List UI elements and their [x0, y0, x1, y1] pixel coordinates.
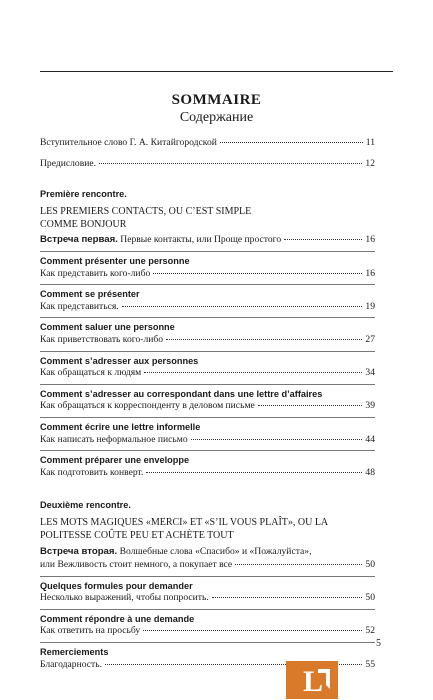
- leader-dots: [212, 597, 363, 598]
- part2-meeting-line1: [40, 546, 375, 559]
- part2-title-line: LES MOTS MAGIQUES «MERCI» ET «S’IL VOUS PLAÎT», OU LA: [40, 516, 329, 528]
- section-heading-ru: Благодарность.: [40, 658, 102, 670]
- toc-entry-text: Вступительное слово Г. А. Китайгородской: [40, 137, 217, 148]
- leader-dots: [146, 472, 362, 473]
- top-rule: [40, 71, 393, 72]
- toc-entry[interactable]: [40, 301, 375, 314]
- toc-page-number: 50: [365, 559, 375, 571]
- toc-entry-foreword[interactable]: [40, 137, 375, 150]
- meeting-label: Встреча вторая.: [40, 546, 118, 558]
- toc-entry-text: Предисловие.: [40, 157, 97, 169]
- toc: [40, 131, 375, 671]
- meeting-text: Первые контакты, или Проще простого: [120, 234, 282, 246]
- section-heading-ru: Как представиться.: [40, 300, 119, 312]
- section-heading-fr: Comment s’adresser aux personnes: [40, 355, 199, 366]
- toc-entry[interactable]: [40, 625, 375, 638]
- section-heading-ru: Несколько выражений, чтобы попросить.: [40, 592, 209, 604]
- section-heading-fr: Comment écrire une lettre informelle: [40, 421, 201, 432]
- toc-page-number: 19: [365, 300, 375, 312]
- part1-title-line: COMME BONJOUR: [40, 218, 127, 230]
- toc-page-number: 55: [365, 658, 375, 670]
- section-heading-ru: Как обращаться к людям: [40, 367, 142, 379]
- section-heading-fr: Comment saluer une personne: [40, 322, 175, 333]
- section-separator: [40, 384, 375, 385]
- leader-dots: [166, 339, 362, 340]
- toc-page-number: 48: [365, 466, 375, 478]
- toc-page-number: 16: [365, 267, 375, 279]
- part1-title-line: LES PREMIERS CONTACTS, OU C’EST SIMPLE: [40, 205, 252, 217]
- toc-page-number: 50: [365, 592, 375, 604]
- section-heading-fr: Comment présenter une personne: [40, 255, 190, 266]
- toc-page-number: 16: [365, 234, 375, 246]
- leader-dots: [153, 273, 362, 274]
- publisher-logo-icon: [286, 661, 338, 699]
- section-separator: [40, 284, 375, 285]
- section-heading-fr: Comment s’adresser au correspondant dans une lettre d’affaires: [40, 388, 323, 399]
- toc-entry[interactable]: [40, 268, 375, 281]
- toc-page-number: 11: [365, 137, 375, 148]
- part2-title: [40, 517, 375, 543]
- part2-label: Deuxième rencontre.: [40, 500, 131, 511]
- section-separator: [40, 642, 375, 643]
- section-separator: [40, 450, 375, 451]
- toc-entry[interactable]: [40, 334, 375, 347]
- part2-title-line: POLITESSE COÛTE PEU ET ACHÈTE TOUT: [40, 529, 234, 541]
- leader-dots: [220, 142, 363, 143]
- meeting-text: Волшебные слова «Спасибо» и «Пожалуйста»,: [119, 546, 312, 558]
- leader-dots: [143, 630, 362, 631]
- svg-text:L: L: [303, 665, 324, 698]
- leader-dots: [284, 239, 362, 240]
- page-title: SOMMAIRE: [171, 92, 262, 108]
- section-heading-ru: Как написать неформальное письмо: [40, 433, 188, 445]
- section-heading-fr: Comment répondre à une demande: [40, 613, 195, 624]
- leader-dots: [235, 564, 362, 565]
- toc-page-number: 12: [365, 157, 375, 169]
- toc-entry[interactable]: [40, 592, 375, 605]
- page-number: 5: [376, 638, 381, 649]
- meeting-text-wrap: [40, 234, 281, 247]
- toc-entry[interactable]: [40, 434, 375, 447]
- leader-dots: [99, 163, 362, 164]
- toc-page-number: 52: [365, 625, 375, 637]
- part1-meeting-entry[interactable]: [40, 234, 375, 247]
- section-heading-ru: Как обращаться к корреспонденту в деловом письме: [40, 400, 255, 412]
- section-heading-ru: Как приветствовать кого-либо: [40, 333, 164, 345]
- page-subtitle: Содержание: [179, 110, 254, 125]
- section-heading-fr: Comment préparer une enveloppe: [40, 455, 190, 466]
- leader-dots: [191, 439, 363, 440]
- section-separator: [40, 417, 375, 418]
- meeting-text: или Вежливость стоит немного, а покупает все: [40, 559, 233, 571]
- toc-entry[interactable]: [40, 400, 375, 413]
- toc-page-number: 44: [365, 433, 375, 445]
- leader-dots: [144, 372, 362, 373]
- toc-entry[interactable]: [40, 367, 375, 380]
- part1-label: Première rencontre.: [40, 189, 127, 200]
- section-heading-ru: Как ответить на просьбу: [40, 625, 141, 637]
- meeting-label: Встреча первая.: [40, 234, 118, 246]
- leader-dots: [122, 306, 363, 307]
- section-separator: [40, 609, 375, 610]
- section-heading-ru: Как подготовить конверт.: [40, 466, 144, 478]
- toc-entry-preface[interactable]: [40, 158, 375, 171]
- section-heading-fr: Quelques formules pour demander: [40, 580, 193, 591]
- section-heading-fr: Comment se présenter: [40, 289, 140, 300]
- toc-page-number: 27: [365, 333, 375, 345]
- section-separator: [40, 317, 375, 318]
- toc-page-number: 34: [365, 367, 375, 379]
- leader-dots: [258, 405, 363, 406]
- section-heading-fr: Remerciements: [40, 647, 109, 658]
- part1-title: [40, 206, 375, 232]
- section-separator: [40, 351, 375, 352]
- toc-page-number: 39: [365, 400, 375, 412]
- part2-meeting-entry[interactable]: [40, 559, 375, 572]
- section-separator: [40, 576, 375, 577]
- toc-entry[interactable]: [40, 467, 375, 480]
- section-separator: [40, 251, 375, 252]
- section-heading-ru: Как представить кого-либо: [40, 267, 151, 279]
